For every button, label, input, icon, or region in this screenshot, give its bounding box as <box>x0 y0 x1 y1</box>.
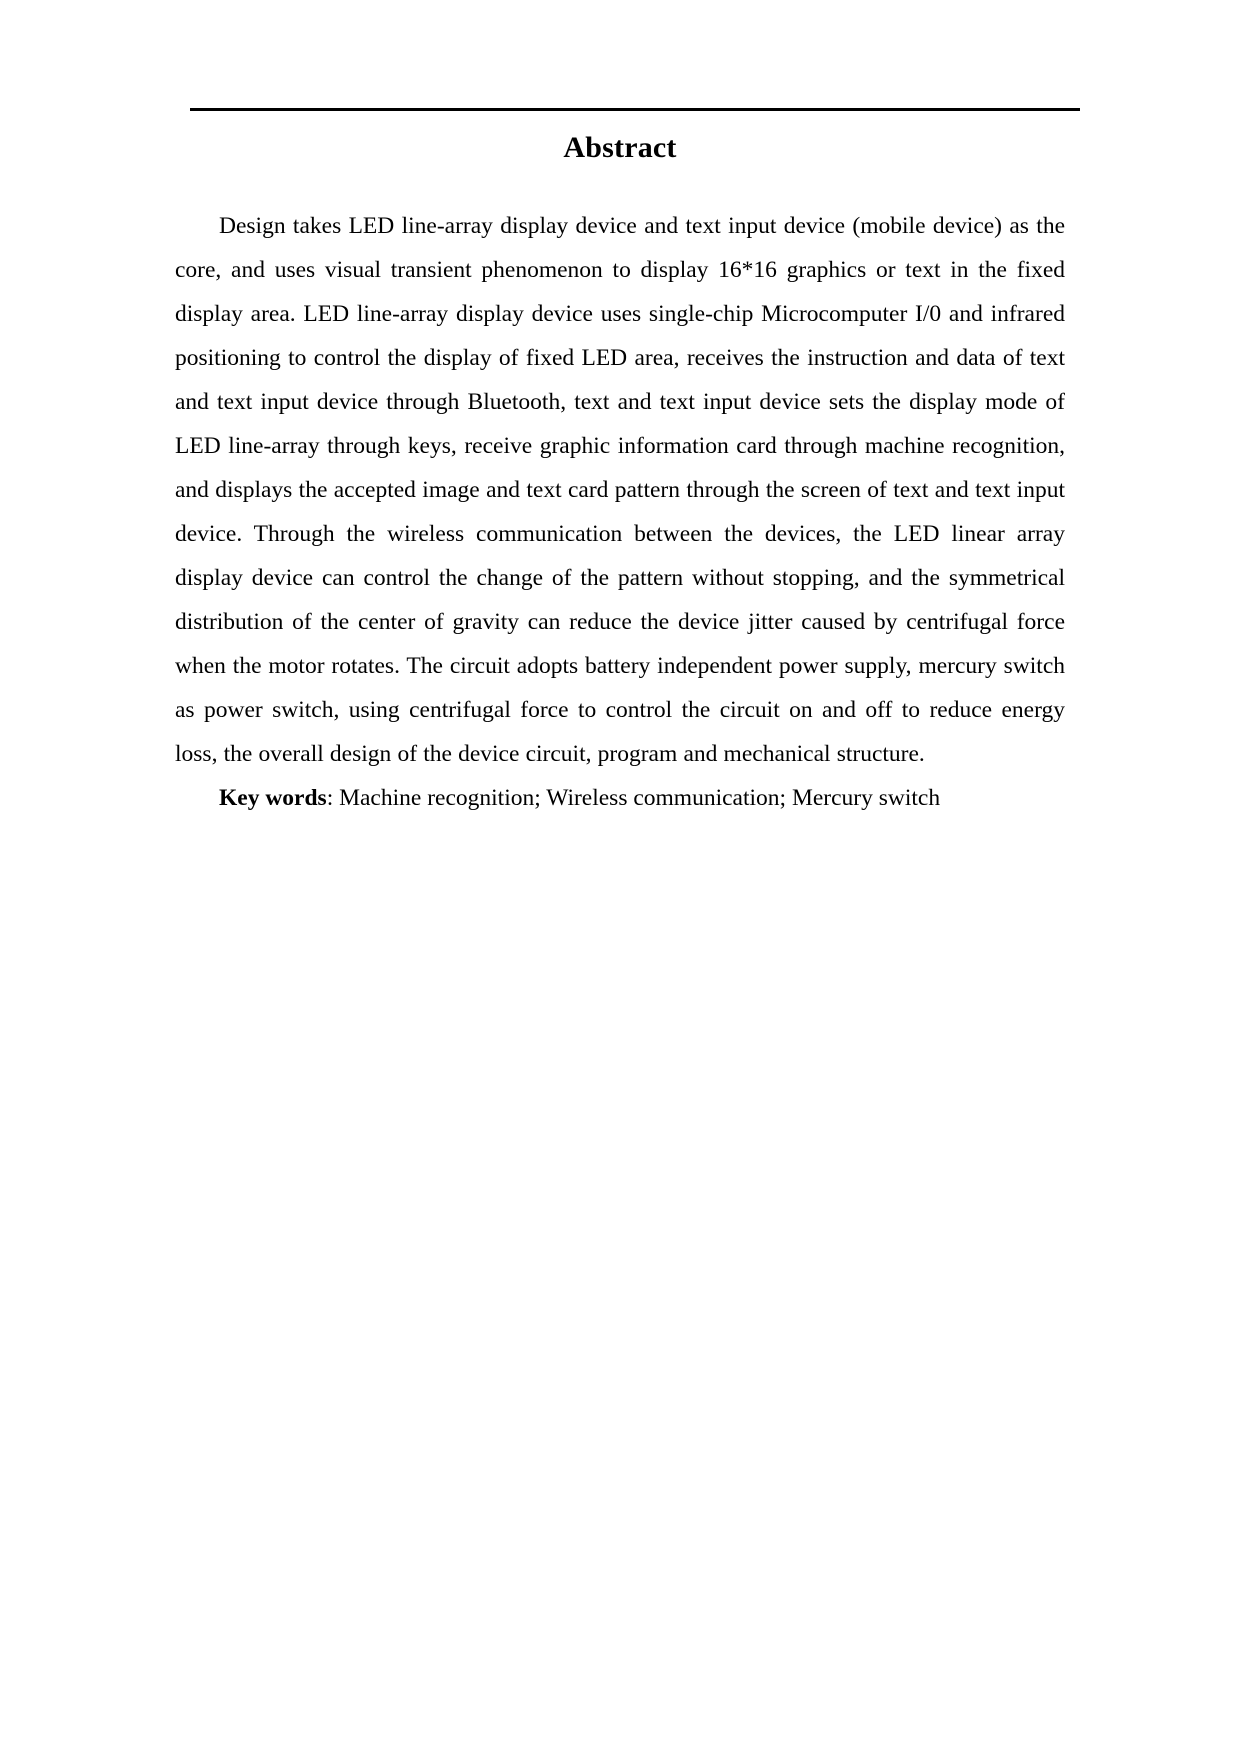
keywords-separator: : <box>326 785 340 811</box>
header-rule <box>190 108 1080 111</box>
page-title: Abstract <box>563 131 677 164</box>
document-content <box>175 130 1065 820</box>
keywords-line <box>175 776 1065 820</box>
abstract-paragraph: Design takes LED line-array display device and text input device (mobile device) as the core, and uses visual transient phenomenon to display 16*16 graphics or text in the fixed display area. LED line-array display device uses single-chip Microcomputer I/0 and infrared positioning to control the display of fixed LED area, receives the instruction and data of text and text input device through Bluetooth, text and text input device sets the display mode of LED line-array through keys, receive graphic information card through machine recognition, and displays the accepted image and text card pattern through the screen of text and text input device. Through the wireless communication between the devices, the LED linear array display device can control the change of the pattern without stopping, and the symmetrical distribution of the center of gravity can reduce the device jitter caused by centrifugal force when the motor rotates. The circuit adopts battery independent power supply, mercury switch as power switch, using centrifugal force to control the circuit on and off to reduce energy loss, the overall design of the device circuit, program and mechanical structure. <box>175 213 1065 767</box>
keywords-label: Key words <box>219 785 327 811</box>
keywords-value: Machine recognition; Wireless communication; Mercury switch <box>339 785 941 811</box>
